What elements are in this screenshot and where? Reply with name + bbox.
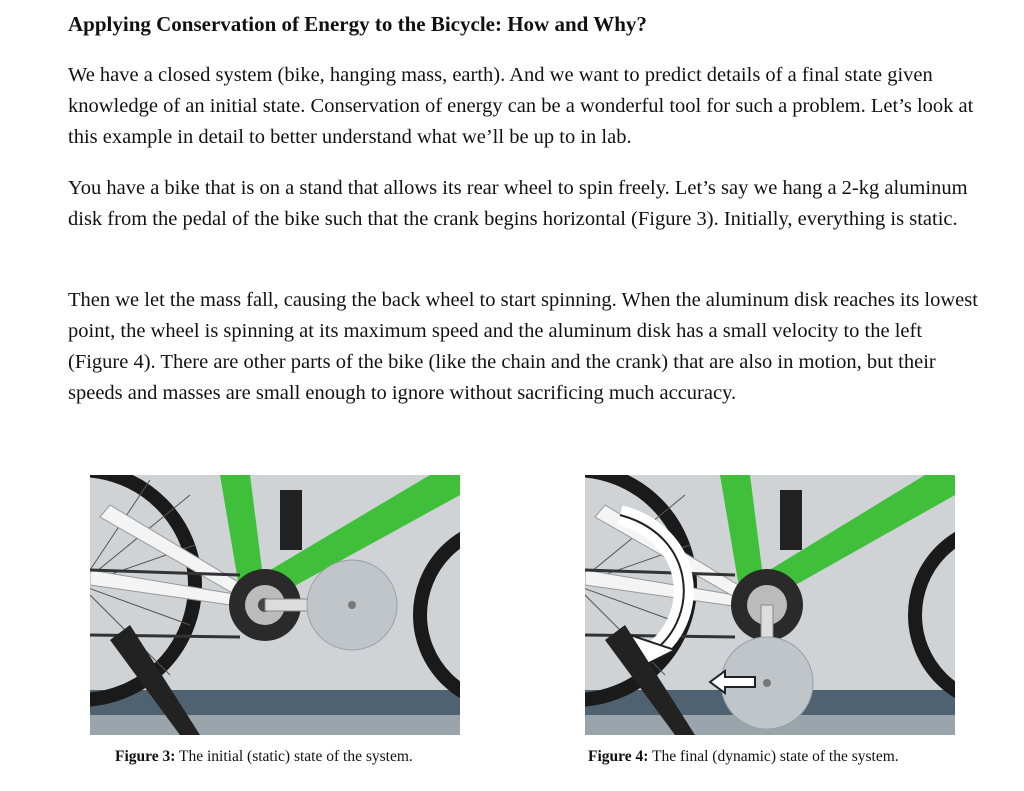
figure-3-photo <box>90 475 460 735</box>
figure-3-caption-text: The initial (static) state of the system. <box>179 748 413 765</box>
page-title: Applying Conservation of Energy to the Bicycle: How and Why? <box>68 12 647 36</box>
figure-3-label: Figure 3: <box>115 748 176 765</box>
figure-4-caption <box>588 748 899 766</box>
paragraph-motion: Then we let the mass fall, causing the back wheel to start spinning. When the aluminum disk reaches its lowest point, the wheel is spinning at its maximum speed and the aluminum disk has a small velocity to the left (Figure 4). There are other parts of the bike (like the chain and the crank) that are also in motion, but their speeds and masses are small enough to ignore without sacrificing much accuracy. <box>68 289 978 404</box>
figure-4-caption-text: The final (dynamic) state of the system. <box>652 748 899 765</box>
paragraph-intro: We have a closed system (bike, hanging mass, earth). And we want to predict details of a final state given knowledge of an initial state. Conservation of energy can be a wonderful tool for such a problem. Let’s look at this example in detail to better understand what we’ll be up to in lab. <box>68 64 974 148</box>
figure-4-photo <box>585 475 955 735</box>
figure-3-caption <box>115 748 413 766</box>
paragraph-setup: You have a bike that is on a stand that allows its rear wheel to spin freely. Let’s say we hang a 2-kg aluminum disk from the pedal of the bike such that the crank begins horizontal (Figure 3). Initially, everything is static. <box>68 177 968 230</box>
figure-4-label: Figure 4: <box>588 748 649 765</box>
